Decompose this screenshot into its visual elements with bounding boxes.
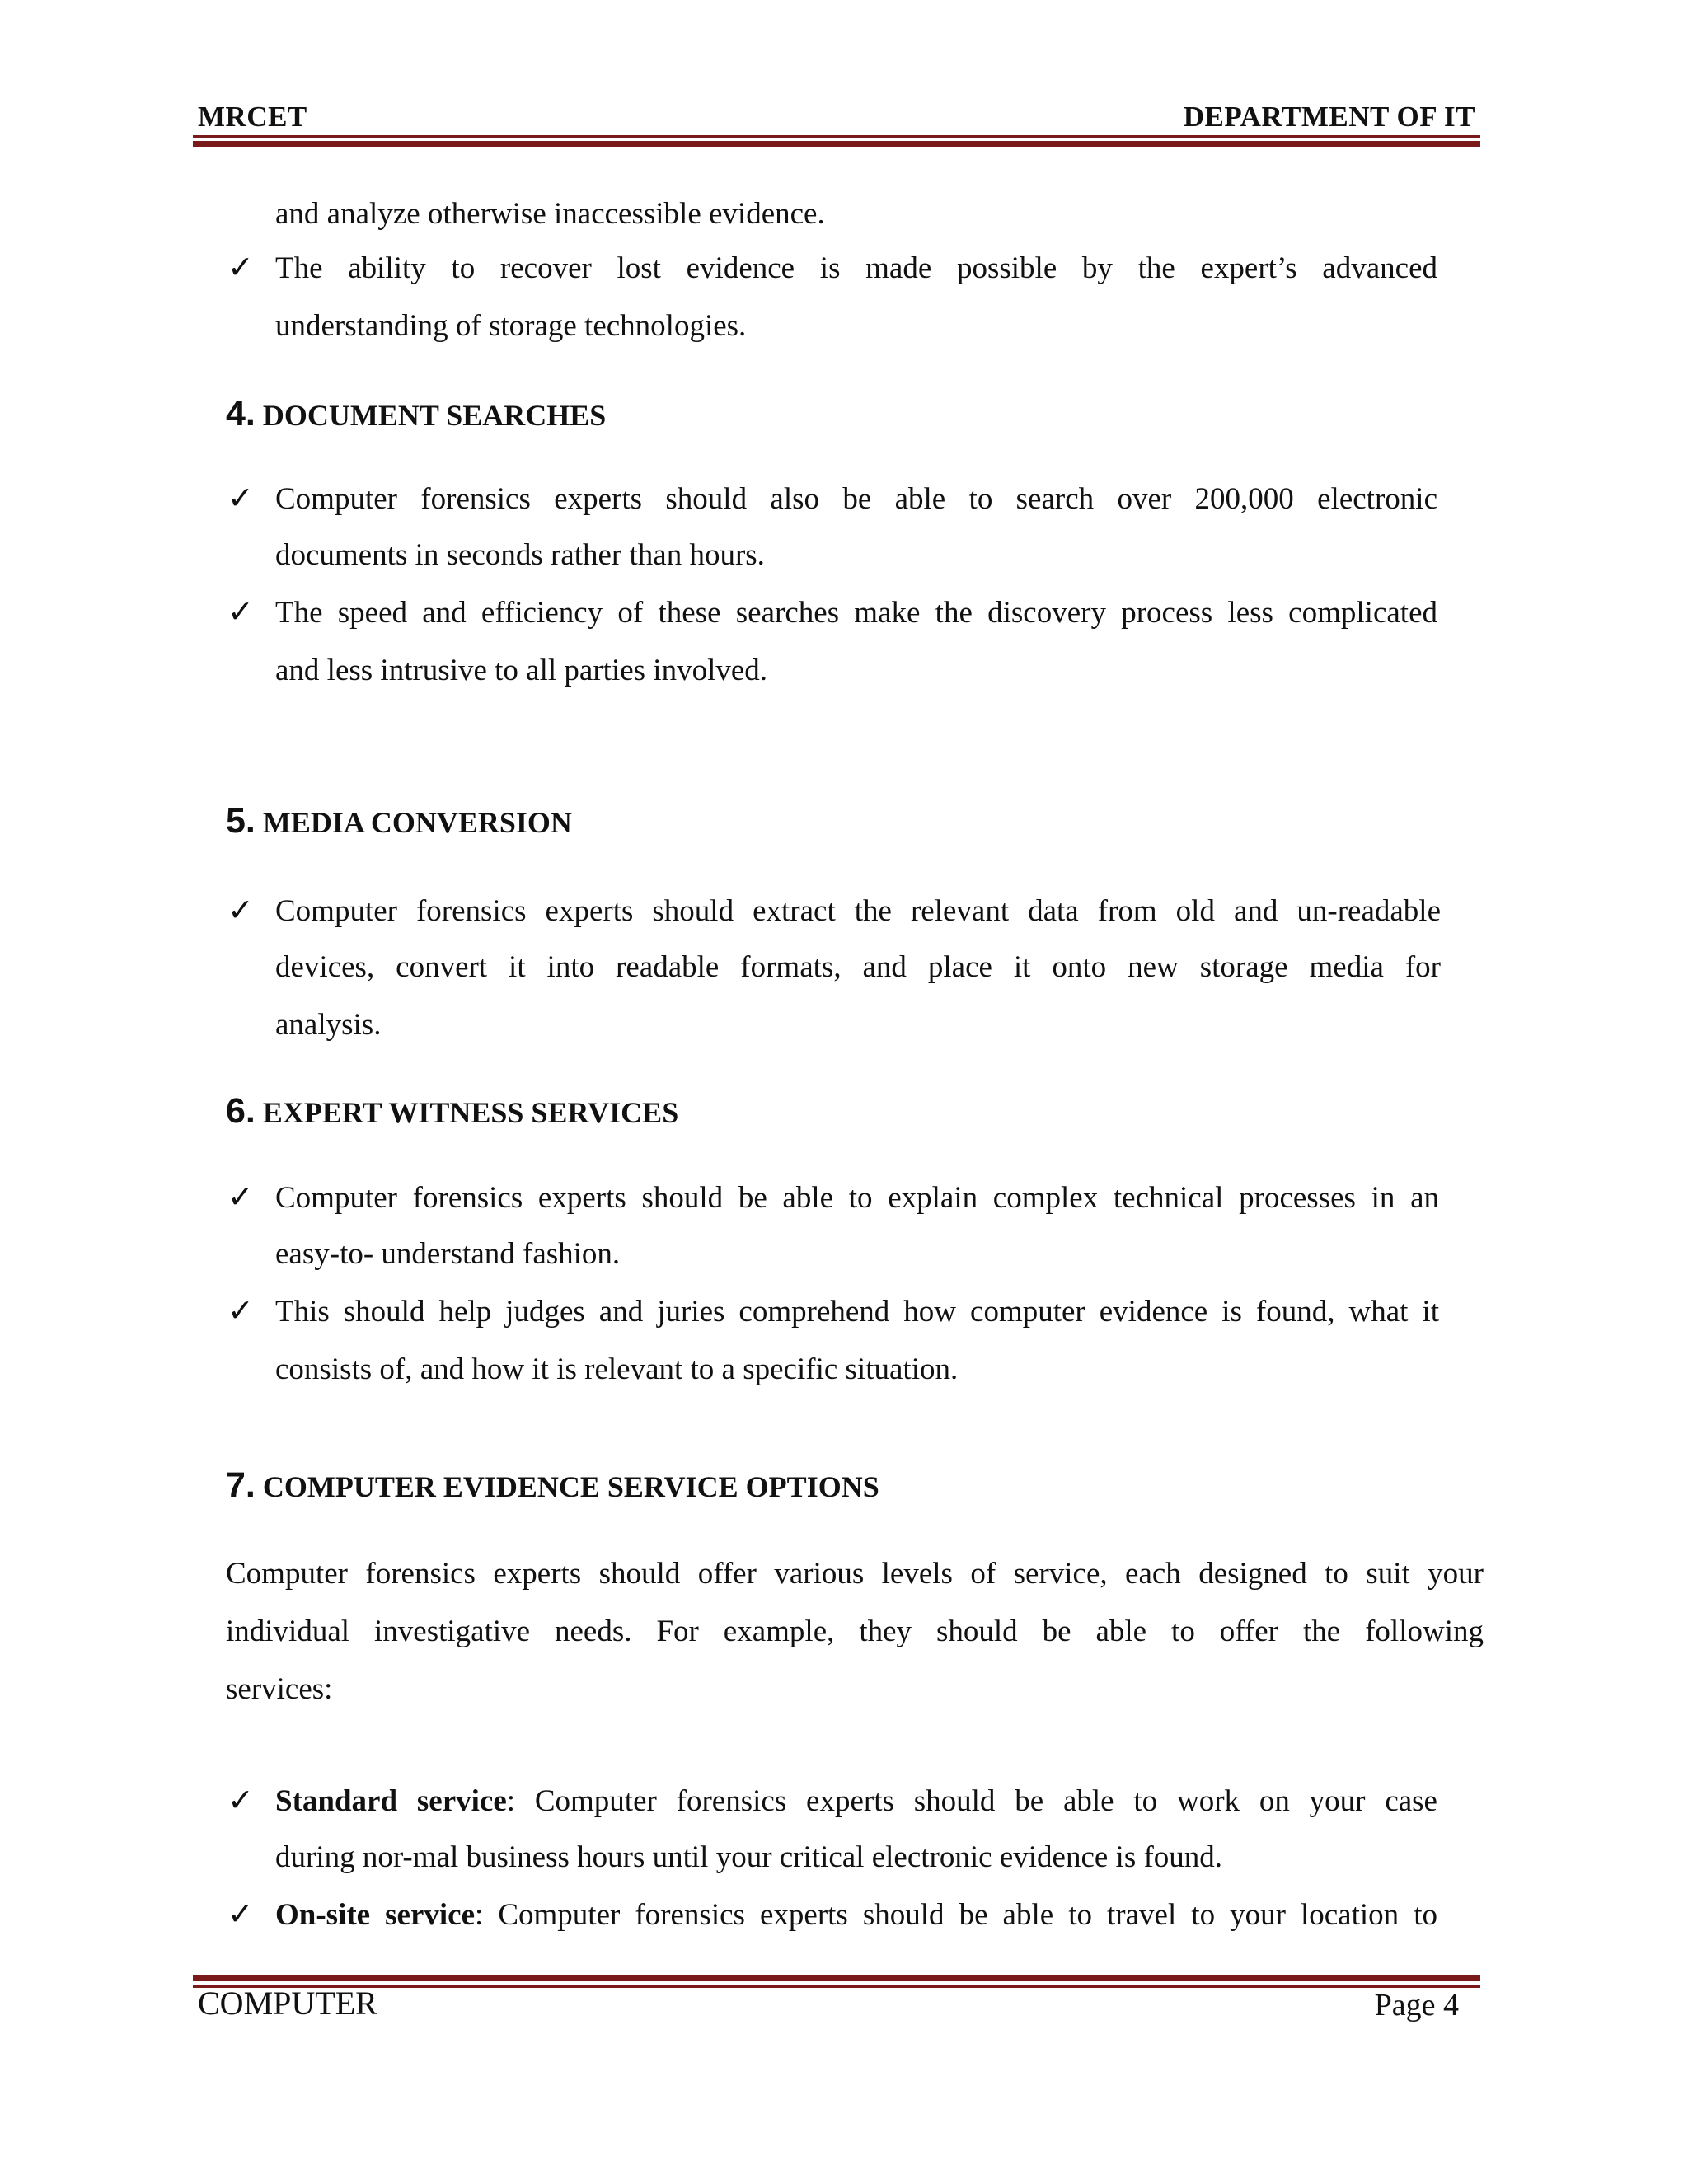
bullet-text: analysis. bbox=[275, 1008, 382, 1042]
bullet-text bbox=[275, 1783, 1437, 1819]
section-heading bbox=[226, 1465, 879, 1506]
bullet-text bbox=[275, 1897, 1437, 1933]
bullet-rest: : Computer forensics experts should be able to work on your case bbox=[506, 1784, 1437, 1818]
check-icon: ✓ bbox=[227, 1897, 254, 1932]
bullet-text: documents in seconds rather than hours. bbox=[275, 538, 765, 572]
header-department: DEPARTMENT OF IT bbox=[1183, 101, 1475, 133]
continuation-line: and analyze otherwise inaccessible evidence. bbox=[275, 197, 825, 231]
bullet-text: understanding of storage technologies. bbox=[275, 309, 747, 343]
bullet-text: The speed and efficiency of these searches make the discovery process less complicated bbox=[275, 596, 1437, 630]
footer-subject: COMPUTER bbox=[198, 1985, 377, 2022]
bullet-text: Computer forensics experts should extract the relevant data from old and un-readable bbox=[275, 894, 1441, 928]
check-icon: ✓ bbox=[227, 1783, 254, 1818]
section-heading bbox=[226, 1091, 678, 1132]
bullet-text: devices, convert it into readable formats, and place it onto new storage media for bbox=[275, 950, 1441, 984]
section-title: DOCUMENT SEARCHES bbox=[262, 399, 607, 432]
check-icon: ✓ bbox=[227, 1180, 254, 1215]
footer-divider bbox=[193, 1985, 1480, 1988]
bullet-text: Computer forensics experts should be able to explain complex technical processes in an bbox=[275, 1181, 1439, 1215]
section-number: 6. bbox=[226, 1091, 256, 1131]
header-divider bbox=[193, 135, 1480, 138]
bullet-lead: On-site service bbox=[275, 1898, 476, 1932]
check-icon: ✓ bbox=[227, 481, 254, 516]
paragraph-line: services: bbox=[226, 1672, 333, 1706]
bullet-text: This should help judges and juries comprehend how computer evidence is found, what it bbox=[275, 1295, 1439, 1329]
bullet-text: and less intrusive to all parties involved. bbox=[275, 654, 768, 687]
section-title: MEDIA CONVERSION bbox=[262, 806, 572, 839]
bullet-text: easy-to- understand fashion. bbox=[275, 1237, 621, 1271]
paragraph-line: Computer forensics experts should offer various levels of service, each designed to suit your bbox=[226, 1557, 1484, 1591]
footer-divider-thick bbox=[193, 1975, 1480, 1981]
paragraph-line: individual investigative needs. For example, they should be able to offer the following bbox=[226, 1615, 1484, 1648]
check-icon: ✓ bbox=[227, 251, 254, 285]
check-icon: ✓ bbox=[227, 595, 254, 630]
section-number: 7. bbox=[226, 1465, 256, 1505]
section-heading bbox=[226, 394, 606, 434]
section-number: 4. bbox=[226, 394, 256, 434]
check-icon: ✓ bbox=[227, 1294, 254, 1329]
section-number: 5. bbox=[226, 801, 256, 841]
bullet-text: consists of, and how it is relevant to a specific situation. bbox=[275, 1352, 959, 1386]
section-heading bbox=[226, 801, 572, 841]
header-institution: MRCET bbox=[198, 101, 307, 133]
bullet-text: Computer forensics experts should also be able to search over 200,000 electronic bbox=[275, 482, 1437, 516]
section-title: EXPERT WITNESS SERVICES bbox=[262, 1096, 679, 1129]
bullet-text: during nor-mal business hours until your critical electronic evidence is found. bbox=[275, 1840, 1223, 1874]
check-icon: ✓ bbox=[227, 893, 254, 928]
section-title: COMPUTER EVIDENCE SERVICE OPTIONS bbox=[262, 1470, 879, 1503]
page-number: Page 4 bbox=[1374, 1988, 1459, 2022]
bullet-text: The ability to recover lost evidence is made possible by the expert’s advanced bbox=[275, 251, 1437, 285]
header-divider-thick bbox=[193, 141, 1480, 147]
bullet-rest: : Computer forensics experts should be able to travel to your location to bbox=[475, 1898, 1437, 1932]
bullet-lead: Standard service bbox=[275, 1784, 507, 1818]
